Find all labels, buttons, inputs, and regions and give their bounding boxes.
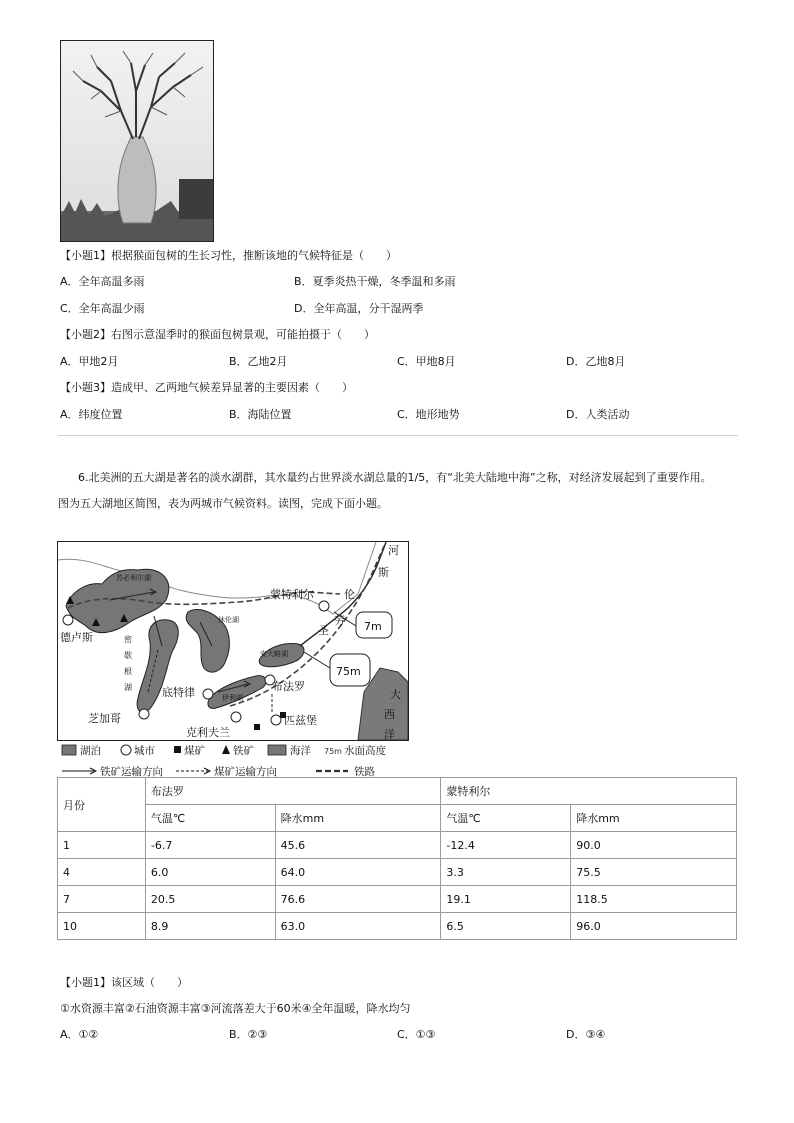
table-cell: 19.1 xyxy=(441,886,571,913)
table-subheader: 气温℃ xyxy=(145,805,275,832)
q5-sub1-option-c[interactable]: C．全年高温少雨 xyxy=(60,302,145,315)
q6-sub1-option-a[interactable]: A．①② xyxy=(60,1028,99,1041)
table-cell: 75.5 xyxy=(571,859,737,886)
label-lake-michigan-2: 歇 xyxy=(124,651,132,660)
table-cell: 4 xyxy=(58,859,146,886)
legend-elevation-sample: 75m xyxy=(324,747,342,756)
label-elevation-7m: 7m xyxy=(364,620,382,633)
table-subheader: 气温℃ xyxy=(441,805,571,832)
table-cell: 118.5 xyxy=(571,886,737,913)
legend-iron-icon xyxy=(222,745,230,754)
table-subheader-row xyxy=(58,805,737,832)
coal-mine-icon xyxy=(254,724,260,730)
table-header-row xyxy=(58,778,737,805)
q5-sub2-option-c[interactable]: C．甲地8月 xyxy=(397,355,456,368)
label-lake-michigan-1: 密 xyxy=(124,635,132,644)
q5-sub1-option-b[interactable]: B．夏季炎热干燥，冬季温和多雨 xyxy=(294,275,456,288)
table-row xyxy=(58,859,737,886)
label-cleveland: 克利夫兰 xyxy=(186,726,230,739)
label-river-3: 伦 xyxy=(344,588,355,601)
table-cell: 45.6 xyxy=(275,832,441,859)
legend-coal-icon xyxy=(174,746,181,753)
table-cell: 8.9 xyxy=(145,913,275,940)
table-cell: 90.0 xyxy=(571,832,737,859)
q5-sub2-option-a[interactable]: A．甲地2月 xyxy=(60,355,119,368)
map-legend-row2 xyxy=(60,763,420,777)
table-row xyxy=(58,913,737,940)
label-river-2: 斯 xyxy=(378,566,389,579)
q5-sub3-stem: 【小题3】造成甲、乙两地气候差异显著的主要因素（ ） xyxy=(60,381,353,394)
label-river-5: 圣 xyxy=(318,624,329,637)
label-buffalo: 布法罗 xyxy=(272,680,305,693)
q6-intro-line2: 图为五大湖地区简图，表为两城市气候资料。读图，完成下面小题。 xyxy=(58,497,388,510)
q6-sub1-stem: 【小题1】该区域（ ） xyxy=(60,976,188,989)
table-row xyxy=(58,832,737,859)
table-cell: -12.4 xyxy=(441,832,571,859)
q6-sub1-option-b[interactable]: B．②③ xyxy=(229,1028,268,1041)
label-lake-michigan-4: 湖 xyxy=(124,683,132,692)
label-elevation-75m: 75m xyxy=(336,665,361,678)
table-cell: 7 xyxy=(58,886,146,913)
legend-row1-svg xyxy=(60,743,420,757)
q6-intro-line1: 6.北美洲的五大湖是著名的淡水湖群，其水量约占世界淡水湖总量的1/5，有“北美大陆地中海”之称，对经济发展起到了重要作用。 xyxy=(78,471,712,484)
label-atlantic-1: 大 xyxy=(390,688,401,701)
q6-sub1-option-c[interactable]: C．①③ xyxy=(397,1028,436,1041)
city-montreal-marker xyxy=(319,601,329,611)
legend-coal-label: 煤矿 xyxy=(184,745,205,757)
table-cell: 63.0 xyxy=(275,913,441,940)
label-lake-michigan-3: 根 xyxy=(124,667,132,676)
label-montreal: 蒙特利尔 xyxy=(270,588,314,601)
q5-sub1-option-a[interactable]: A．全年高温多雨 xyxy=(60,275,145,288)
q5-sub3-option-c[interactable]: C．地形地势 xyxy=(397,408,460,421)
baobab-tree-illustration xyxy=(61,41,213,241)
q5-sub3-option-a[interactable]: A．纬度位置 xyxy=(60,408,123,421)
table-cell: 6.0 xyxy=(145,859,275,886)
label-lake-ontario: 安大略湖 xyxy=(260,650,288,658)
table-cell: 10 xyxy=(58,913,146,940)
legend-iron-transport-label: 铁矿运输方向 xyxy=(100,766,163,778)
q5-sub3-option-b[interactable]: B．海陆位置 xyxy=(229,408,292,421)
lake-erie xyxy=(208,676,266,709)
label-river-4: 劳 xyxy=(334,614,345,627)
legend-railway-label: 铁路 xyxy=(354,766,375,778)
city-duluth-marker xyxy=(63,615,73,625)
legend-lake-swatch xyxy=(62,745,76,755)
label-chicago: 芝加哥 xyxy=(88,712,121,725)
table-cell: 20.5 xyxy=(145,886,275,913)
legend-city-icon xyxy=(121,745,131,755)
city-detroit-marker xyxy=(203,689,213,699)
city-chicago-marker xyxy=(139,709,149,719)
q5-sub1-option-d[interactable]: D．全年高温，分干湿两季 xyxy=(294,302,424,315)
table-cell: 76.6 xyxy=(275,886,441,913)
city-pittsburgh-marker xyxy=(271,715,281,725)
table-cell: -6.7 xyxy=(145,832,275,859)
table-cell: 64.0 xyxy=(275,859,441,886)
city-cleveland-marker xyxy=(231,712,241,722)
table-cell: 1 xyxy=(58,832,146,859)
legend-ocean-swatch xyxy=(268,745,286,755)
baobab-photo xyxy=(60,40,214,242)
map-svg xyxy=(58,542,408,740)
label-duluth: 德卢斯 xyxy=(60,631,93,644)
table-city-header-buffalo: 布法罗 xyxy=(145,778,441,805)
table-subheader: 降水mm xyxy=(275,805,441,832)
label-pittsburgh: 匹兹堡 xyxy=(284,714,317,727)
q6-sub1-statements: ①水资源丰富②石油资源丰富③河流落差大于60米④全年温暖，降水均匀 xyxy=(60,1002,411,1015)
q5-sub2-stem: 【小题2】右图示意湿季时的猴面包树景观，可能拍摄于（ ） xyxy=(60,328,375,341)
map-legend-row1 xyxy=(60,742,420,756)
legend-coal-transport-label: 煤矿运输方向 xyxy=(214,766,277,778)
q5-sub2-option-b[interactable]: B．乙地2月 xyxy=(229,355,288,368)
legend-row2-svg xyxy=(60,764,420,778)
table-cell: 96.0 xyxy=(571,913,737,940)
climate-table xyxy=(57,777,737,940)
legend-ocean-label: 海洋 xyxy=(290,745,311,757)
section-divider xyxy=(58,435,738,436)
q6-sub1-option-d[interactable]: D．③④ xyxy=(566,1028,606,1041)
table-row xyxy=(58,886,737,913)
legend-iron-label: 铁矿 xyxy=(233,745,254,757)
label-atlantic-3: 洋 xyxy=(384,728,395,740)
label-lake-superior: 苏必利尔湖 xyxy=(116,574,151,582)
label-river-1: 河 xyxy=(388,544,399,557)
great-lakes-map xyxy=(57,541,409,741)
table-city-header-montreal: 蒙特利尔 xyxy=(441,778,737,805)
label-lake-erie: 伊利湖 xyxy=(222,694,243,702)
q5-sub2-option-d[interactable]: D．乙地8月 xyxy=(566,355,626,368)
table-cell: 6.5 xyxy=(441,913,571,940)
q5-sub1-stem: 【小题1】根据猴面包树的生长习性，推断该地的气候特征是（ ） xyxy=(60,249,397,262)
legend-city-label: 城市 xyxy=(134,745,155,757)
label-atlantic-2: 西 xyxy=(384,708,395,721)
q5-sub3-option-d[interactable]: D．人类活动 xyxy=(566,408,630,421)
label-lake-huron: 休伦湖 xyxy=(218,616,239,624)
legend-lake-label: 湖泊 xyxy=(80,745,101,757)
table-cell: 3.3 xyxy=(441,859,571,886)
table-subheader: 降水mm xyxy=(571,805,737,832)
legend-elevation-label: 水面高度 xyxy=(344,745,386,757)
table-month-header: 月份 xyxy=(58,778,146,832)
label-detroit: 底特律 xyxy=(162,686,195,699)
